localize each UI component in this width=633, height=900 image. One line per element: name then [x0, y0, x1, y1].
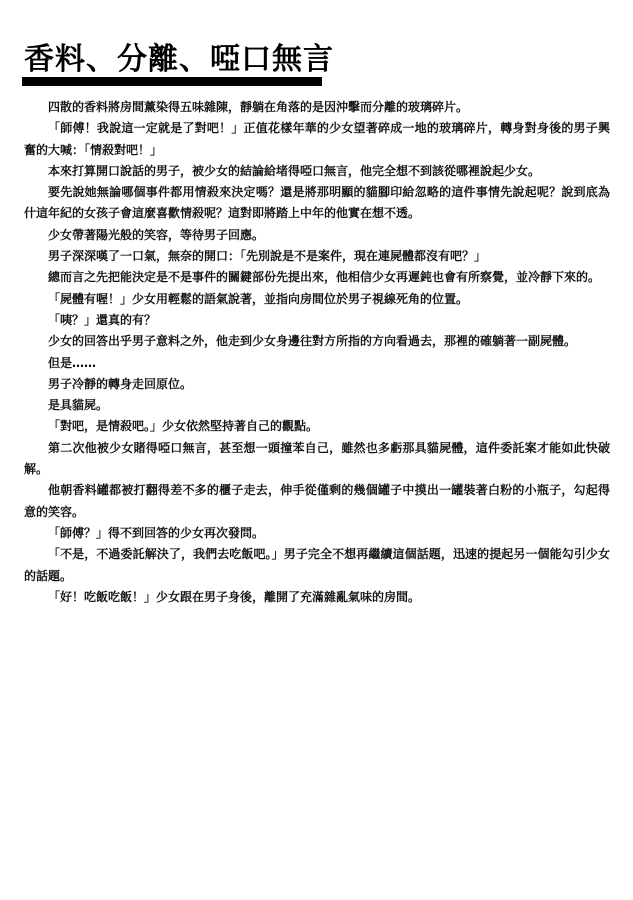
paragraph: 「對吧，是情殺吧。」少女依然堅持著自己的觀點。 — [48, 419, 319, 434]
paragraph: 是具貓屍。 — [48, 398, 109, 413]
paragraph: 「屍體有喔！」少女用輕鬆的語氣說著，並指向房間位於男子視線死角的位置。 — [48, 291, 469, 306]
paragraph: 但是…… — [48, 355, 97, 370]
paragraph: 「師傅？」得不到回答的少女再次發問。 — [48, 525, 265, 540]
paragraph: 「咦？」還真的有？ — [48, 312, 157, 327]
paragraph: 「好！吃飯吃飯！」少女跟在男子身後，離開了充滿雜亂氣味的房間。 — [48, 589, 421, 604]
paragraph: 四散的香料將房間薰染得五味雜陳，靜躺在角落的是因沖擊而分離的玻璃碎片。 — [48, 100, 469, 114]
paragraph: 要先說她無論哪個事件都用情殺來決定嗎？還是將那明顯的貓腳印給忽略的這件事情先說起呢？說到底為什這年紀的女孩子會這麼喜歡情殺呢？這對即將踏上中年的他實在想不透。 — [24, 185, 610, 221]
paragraph: 「不是，不過委託解決了，我們去吃飯吧。」男子完全不想再繼續這個話題，迅速的提起另一個能勾引少女的話題。 — [24, 547, 610, 583]
paragraph: 少女的回答出乎男子意料之外，他走到少女身邊往對方所指的方向看過去，那裡的確躺著一副屍體。 — [48, 334, 577, 349]
chapter-title: 香料、分離、啞口無言 — [24, 42, 334, 77]
paragraph: 第二次他被少女賭得啞口無言，甚至想一頭撞苯自己，雖然也多虧那具貓屍體，這件委託案才能如此快破解。 — [24, 440, 610, 477]
paragraph: 他朝香料罐都被打翻得差不多的櫃子走去，伸手從僅剩的幾個罐子中摸出一罐裝著白粉的小瓶子，勾起得意的笑容。 — [24, 483, 610, 519]
paragraph: 男子深深嘆了一口氣，無奈的開口：「先別說是不是案件，現在連屍體都沒有吧？」 — [48, 249, 487, 264]
paragraph: 總而言之先把能決定是不是事件的關鍵部份先提出來，他相信少女再遲鈍也會有所察覺，並冷靜下來的。 — [48, 270, 601, 285]
paragraph: 男子冷靜的轉身走回原位。 — [48, 376, 193, 391]
paragraph: 少女帶著陽光般的笑容，等待男子回應。 — [48, 227, 265, 242]
story-body — [24, 97, 610, 608]
title-underline-bar — [22, 77, 322, 86]
paragraph: 「師傅！我說這一定就是了對吧！」正值花樣年華的少女望著碎成一地的玻璃碎片，轉身對身後的男子興奮的大喊：「情殺對吧！」 — [24, 121, 610, 157]
paragraph: 本來打算開口說話的男子，被少女的結論給堵得啞口無言，他完全想不到該從哪裡說起少女。 — [48, 163, 541, 178]
